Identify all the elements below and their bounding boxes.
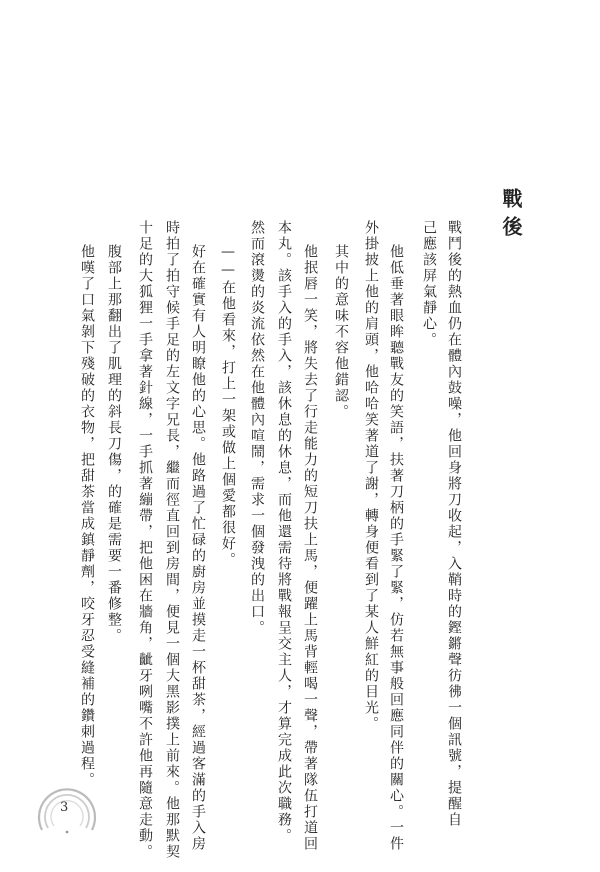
text-column: 他抿唇一笑，將失去了行走能力的短刀扶上馬，便躍上馬背輕喝一聲，帶著隊伍打道回 [302,244,318,852]
text-column: 本丸。該手入的手入，該休息的休息，而他還需待將戰報呈交主人，才算完成此次職務。 [276,220,292,844]
text-column: 他嘆了口氣剝下殘破的衣物，把甜茶當成鎮靜劑，咬牙忍受縫補的鑽刺過程。 [79,244,95,788]
text-column: 他低垂著眼眸聽戰友的笑語，扶著刀柄的手緊了緊，仿若無事般回應同伴的關心。一件 [388,244,404,852]
text-column: 然而滾燙的炎流依然在他體內喧鬧，需求一個發洩的出口。 [249,220,265,636]
text-column: 好在確實有人明瞭他的心思。他路過了忙碌的廚房並摸走一杯甜茶，經過客滿的手入房 [190,244,206,852]
text-column: 己應該屏氣靜心。 [421,220,437,348]
text-column: 時拍了拍守候手足的左文字兄長，繼而徑直回到房間，便見一個大黑影撲上前來。他那默契 [164,220,180,860]
page-number: 3 [60,800,69,815]
text-column: 其中的意味不容他錯認。 [333,244,349,420]
text-column: 戰鬥後的熱血仍在體內鼓噪，他回身將刀收起，入鞘時的鏗鏘聲彷彿一個訊號，提醒自 [446,220,462,828]
text-column: ——在他看來，打上一架或做上個愛都很好。 [220,244,236,568]
text-column: 腹部上那翻出了肌理的斜長刀傷，的確是需要一番修整。 [106,244,122,644]
text-column: 外掛披上他的肩頭，他哈哈笑著道了謝，轉身便看到了某人鮮紅的目光。 [363,220,379,732]
text-column: 十足的大狐狸一手拿著針線，一手抓著繃帶，把他困在牆角，齜牙咧嘴不許他再隨意走動。 [137,220,153,860]
chapter-title: 戰後 [499,188,523,244]
